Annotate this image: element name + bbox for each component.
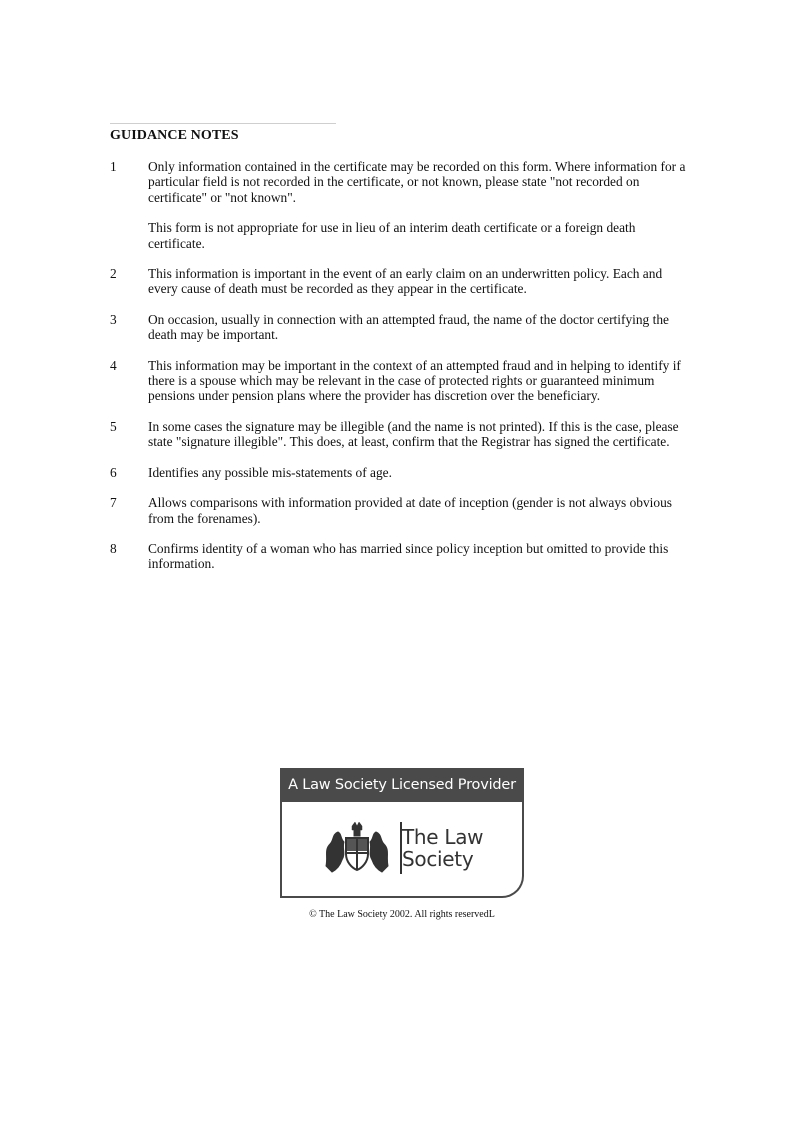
guidance-note-item [110, 419, 695, 450]
note-paragraph: On occasion, usually in connection with an attempted fraud, the name of the doctor certifying the death may be important. [148, 311, 669, 343]
guidance-note-item [110, 358, 695, 404]
logo-panel [280, 802, 524, 898]
note-number: 1 [110, 159, 117, 174]
note-paragraph: This form is not appropriate for use in lieu of an interim death certificate or a foreign death certificate. [148, 220, 636, 251]
top-rule [110, 123, 336, 124]
page-title: GUIDANCE NOTES [110, 128, 239, 143]
guidance-note-item [110, 541, 695, 572]
logo-wordmark [402, 826, 483, 870]
guidance-note-item [110, 159, 695, 251]
note-body [148, 312, 695, 343]
note-paragraph: This information is important in the event of an early claim on an underwritten policy. Each and every cause of death must be recorded as they appear in the certificate. [148, 266, 663, 297]
coat-of-arms-icon [322, 820, 392, 876]
guidance-note-item [110, 495, 695, 526]
note-paragraph: Confirms identity of a woman who has married since policy inception but omitted to provide this information. [148, 540, 669, 572]
guidance-note-item [110, 465, 695, 480]
guidance-notes-list [110, 159, 695, 587]
note-number: 8 [110, 540, 117, 556]
note-body [148, 159, 695, 251]
note-body [148, 541, 695, 572]
law-society-logo [280, 768, 524, 900]
note-number: 6 [110, 464, 117, 480]
note-number: 4 [110, 357, 117, 373]
note-number: 7 [110, 495, 117, 511]
guidance-note-item [110, 312, 695, 343]
note-number: 2 [110, 266, 117, 282]
note-number: 3 [110, 311, 117, 327]
note-paragraph: Identifies any possible mis-statements of age. [148, 464, 392, 480]
note-paragraph: In some cases the signature may be illegible (and the name is not printed). If this is the case, please state "signature illegible". This does, at least, confirm that the Registrar has signed the certificate. [148, 418, 679, 450]
note-number: 5 [110, 418, 117, 434]
note-body [148, 495, 695, 526]
note-paragraph: This information may be important in the context of an attempted fraud and in helping to identify if there is a spouse which may be relevant in the case of protected rights or guaranteed minimum pensions under pension plans where the provider has discretion over the beneficiary. [148, 357, 681, 404]
logo-banner: A Law Society Licensed Provider [280, 768, 524, 802]
note-paragraph: Allows comparisons with information provided at date of inception (gender is not always obvious from the forenames). [148, 495, 672, 526]
note-body [148, 266, 695, 297]
guidance-note-item [110, 266, 695, 297]
logo-name-line2: Society [402, 847, 474, 871]
note-body [148, 419, 695, 450]
note-paragraph: Only information contained in the certificate may be recorded on this form. Where information for a particular field is not recorded in the certificate, or not known, please state "not recorded on certificate" or "not known". [148, 159, 686, 205]
copyright-notice: © The Law Society 2002. All rights reservedL [309, 909, 495, 920]
logo-name-line1: The Law [402, 825, 484, 849]
note-body [148, 358, 695, 404]
note-body [148, 465, 695, 480]
